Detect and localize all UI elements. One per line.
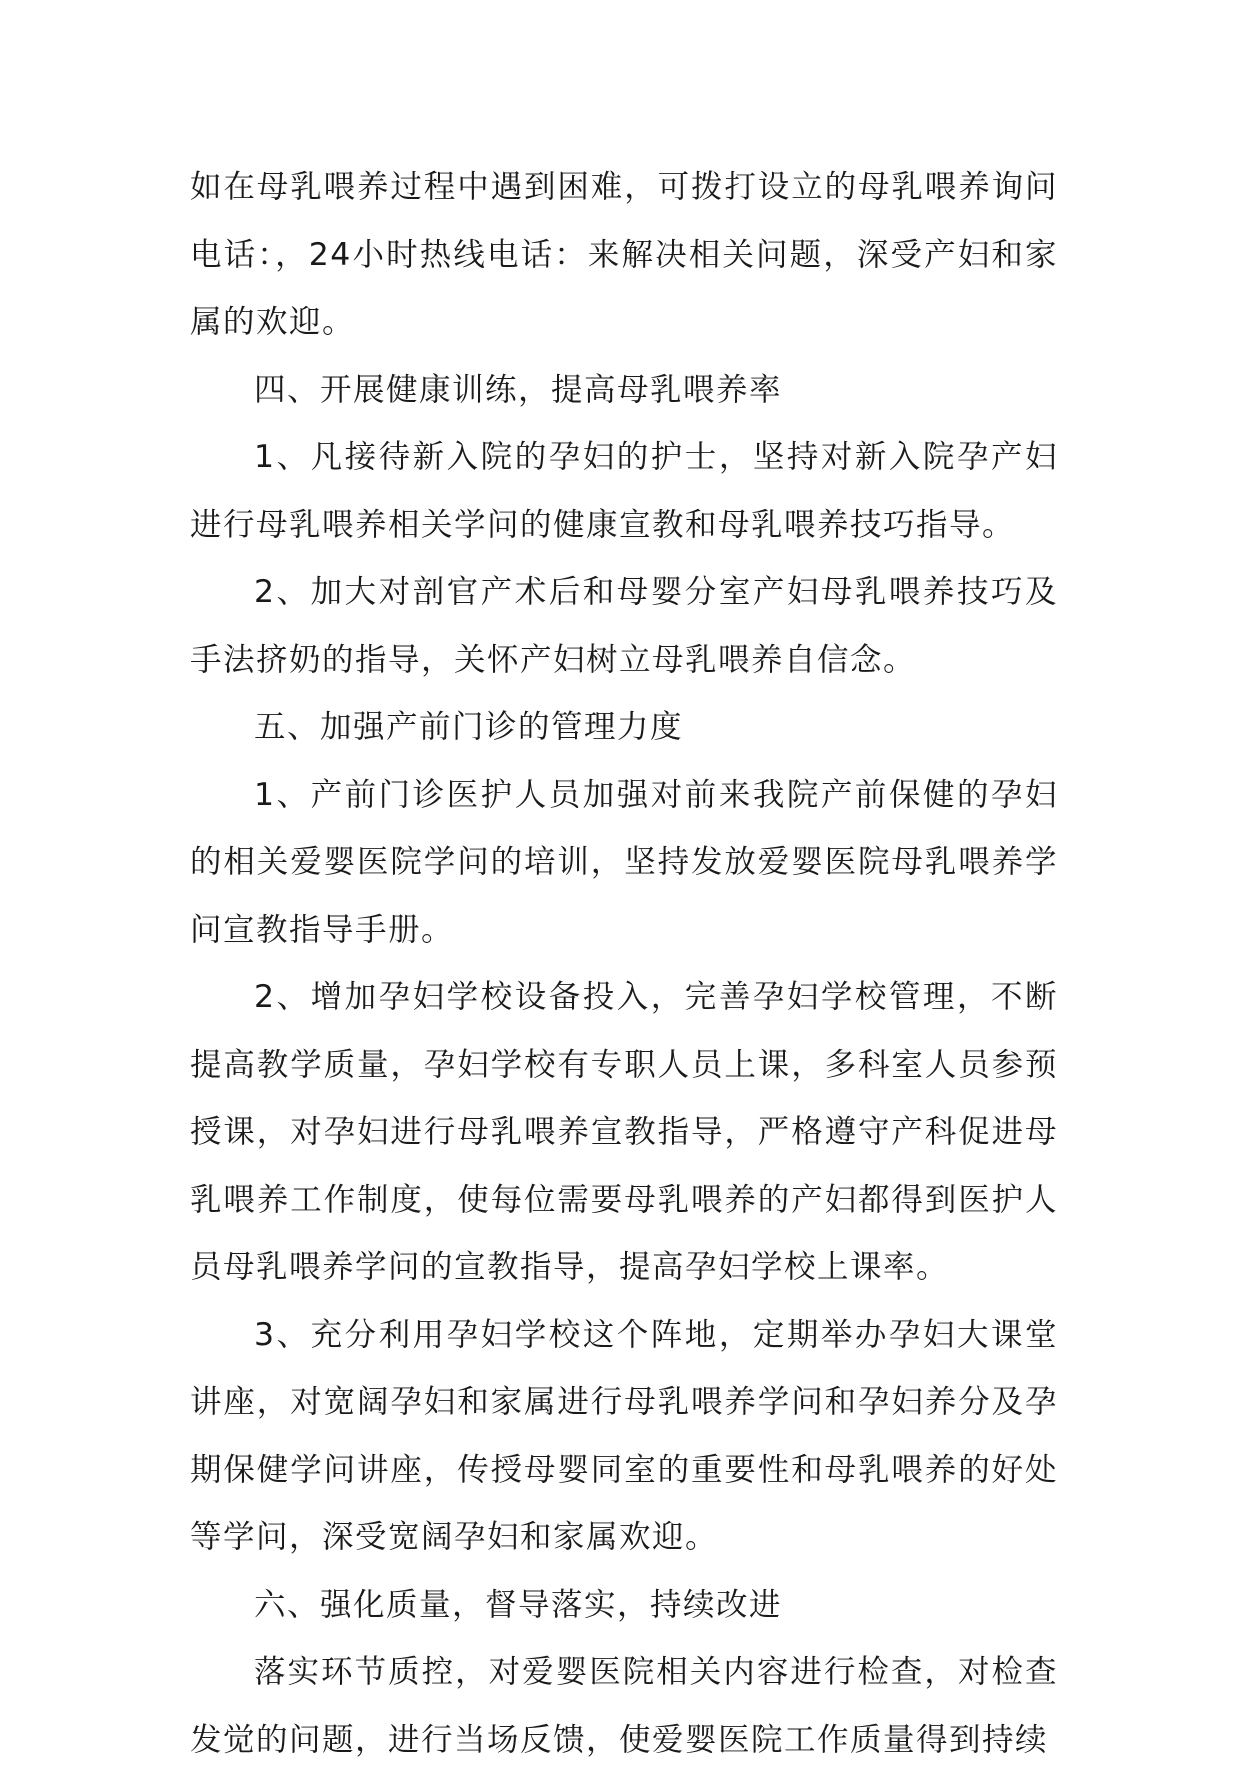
paragraph-item: 落实环节质控，对爱婴医院相关内容进行检查，对检查发觉的问题，进行当场反馈，使爱婴医院工作质量得到持续 [190,1654,1058,1758]
paragraph-item: 1、产前门诊医护人员加强对前来我院产前保健的孕妇的相关爱婴医院学问的培训，坚持发放爱婴医院母乳喂养学问宣教指导手册。 [190,776,1058,948]
section-heading-four: 四、开展健康训练，提高母乳喂养率 [254,371,783,408]
paragraph-item: 1、凡接待新入院的孕妇的护士，坚持对新入院孕产妇进行母乳喂养相关学问的健康宣教和母乳喂养技巧指导。 [190,439,1058,543]
paragraph-item: 3、充分利用孕妇学校这个阵地，定期举办孕妇大课堂讲座，对宽阔孕妇和家属进行母乳喂养学问和孕妇养分及孕期保健学问讲座，传授母婴同室的重要性和母乳喂养的好处等学问，深受宽阔孕妇和家属欢迎。 [190,1316,1058,1555]
section-heading-six: 六、强化质量，督导落实，持续改进 [254,1586,783,1623]
paragraph-item: 2、加大对剖官产术后和母婴分室产妇母乳喂养技巧及手法挤奶的指导，关怀产妇树立母乳喂养自信念。 [190,574,1058,678]
document-body [190,154,1058,1774]
section-heading-five: 五、加强产前门诊的管理力度 [254,709,684,745]
paragraph-item: 2、增加孕妇学校设备投入，完善孕妇学校管理，不断提高教学质量，孕妇学校有专职人员上课，多科室人员参预授课，对孕妇进行母乳喂养宣教指导，严格遵守产科促进母乳喂养工作制度，使每位需要母乳喂养的产妇都得到医护人员母乳喂养学问的宣教指导，提高孕妇学校上课率。 [190,979,1058,1285]
paragraph-continuation: 如在母乳喂养过程中遇到困难，可拨打设立的母乳喂养询问电话：，24小时热线电话：来解决相关问题，深受产妇和家属的欢迎。 [190,169,1058,340]
